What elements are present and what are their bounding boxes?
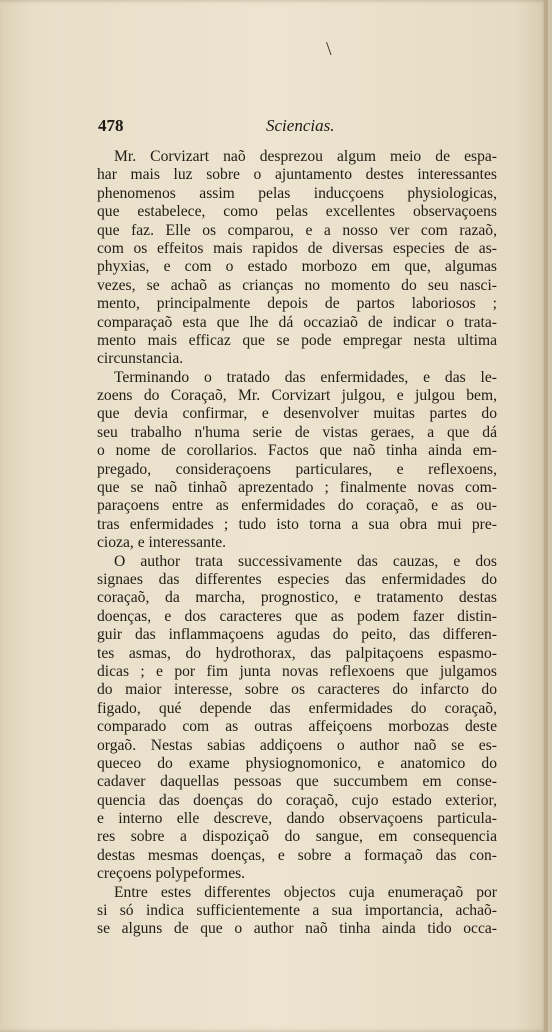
text-line: o nome de corollarios. Factos que naõ tinha ainda em- xyxy=(97,442,497,460)
text-line: do maior interesse, sobre os caracteres do infarcto do xyxy=(97,681,497,699)
text-line: vezes, se achaõ as crianças no momento do seu nasci- xyxy=(97,276,497,294)
page-number: 478 xyxy=(98,116,124,135)
text-line: Mr. Corvizart naõ desprezou algum meio de espa- xyxy=(114,148,497,165)
text-line: comparado com as outras affeiçoens morbozas deste xyxy=(97,718,497,736)
text-line: Terminando o tratado das enfermidades, e das le- xyxy=(114,368,497,386)
text-line: tes asmas, do hydrothorax, das palpitaçoens espasmo- xyxy=(97,644,497,662)
page-edge xyxy=(544,0,548,1032)
text-line: quencia das doenças do coraçaõ, cujo estado exterior, xyxy=(97,791,497,809)
text-line: si só indica sufficientemente a sua importancia, achaõ- xyxy=(97,902,497,920)
text-line: cadaver daquellas pessoas que succumbem em conse- xyxy=(97,773,497,791)
text-line: phenomenos assim pelas inducçoens physiologicas, xyxy=(97,184,497,202)
paragraph xyxy=(97,369,497,553)
text-line: paraçoens entre as enfermidades do coraçaõ, e as ou- xyxy=(97,497,497,515)
text-line: que se naõ tinhaõ aprezentado ; finalmente novas com- xyxy=(97,479,497,497)
text-line: signaes das differentes especies das enfermidades do xyxy=(97,570,497,588)
text-line: creçoens polypeformes. xyxy=(97,865,246,883)
text-line: orgaõ. Nestas sabias addiçoens o author naõ se es- xyxy=(97,736,497,754)
text-line: res sobre a dispoziçaõ do sangue, em consequencia xyxy=(97,828,497,846)
text-line: que devia confirmar, e desenvolver muitas partes do xyxy=(97,405,497,423)
text-line: har mais luz sobre o ajuntamento destes interessantes xyxy=(97,166,497,184)
text-line: que estabelece, como pelas excellentes observaçoens xyxy=(97,203,497,221)
page-header xyxy=(98,116,458,138)
body-text xyxy=(97,148,497,939)
text-line: comparaçaõ esta que lhe dá occaziaõ de indicar o trata- xyxy=(97,313,497,331)
text-line: tras enfermidades ; tudo isto torna a sua obra mui pre- xyxy=(97,515,497,533)
text-line: se alguns de que o author naõ tinha ainda tido occa- xyxy=(97,920,497,938)
text-line: O author trata successivamente das cauzas, e dos xyxy=(114,552,497,570)
text-line: com os effeitos mais rapidos de diversas especies de as- xyxy=(97,239,497,257)
text-line: dicas ; e por fim junta novas reflexoens que julgamos xyxy=(97,662,497,680)
text-line: coraçaõ, da marcha, prognostico, e tratamento destas xyxy=(97,589,497,607)
text-line: phyxias, e com o estado morbozo em que, algumas xyxy=(97,258,497,276)
text-line: que faz. Elle os comparou, e a nosso ver com razaõ, xyxy=(97,221,497,239)
text-line: Entre estes differentes objectos cuja enumeraçaõ por xyxy=(114,883,497,901)
text-line: mento mais efficaz que se pode empregar nesta ultima xyxy=(97,331,497,349)
paragraph xyxy=(97,148,497,369)
paragraph xyxy=(97,884,497,939)
text-line: queceo do exame physiognomonico, e anatomico do xyxy=(97,754,497,772)
text-line: e interno elle descreve, dando observaçoens particula- xyxy=(97,810,497,828)
text-line: seu trabalho n'huma serie de vistas geraes, a que dá xyxy=(97,423,497,441)
text-line: circunstancia. xyxy=(97,350,184,368)
paragraph xyxy=(97,553,497,884)
text-line: figado, qué depende das enfermidades do coraçaõ, xyxy=(97,699,497,717)
ink-mark: \ xyxy=(326,38,332,60)
text-line: zoens do Coraçaõ, Mr. Corvizart julgou, e julgou bem, xyxy=(97,387,497,405)
text-line: guir das inflammaçoens agudas do peito, das differen- xyxy=(97,626,497,644)
text-line: doenças, e dos caracteres que as podem fazer distin- xyxy=(97,607,497,625)
text-line: pregado, consideraçoens particulares, e reflexoens, xyxy=(97,460,497,478)
text-line: destas mesmas doenças, e sobre a formaçaõ das con- xyxy=(97,846,497,864)
text-line: cioza, e interessante. xyxy=(97,534,227,552)
running-title: Sciencias. xyxy=(266,116,335,135)
text-line: mento, principalmente depois de partos laboriosos ; xyxy=(97,295,497,313)
